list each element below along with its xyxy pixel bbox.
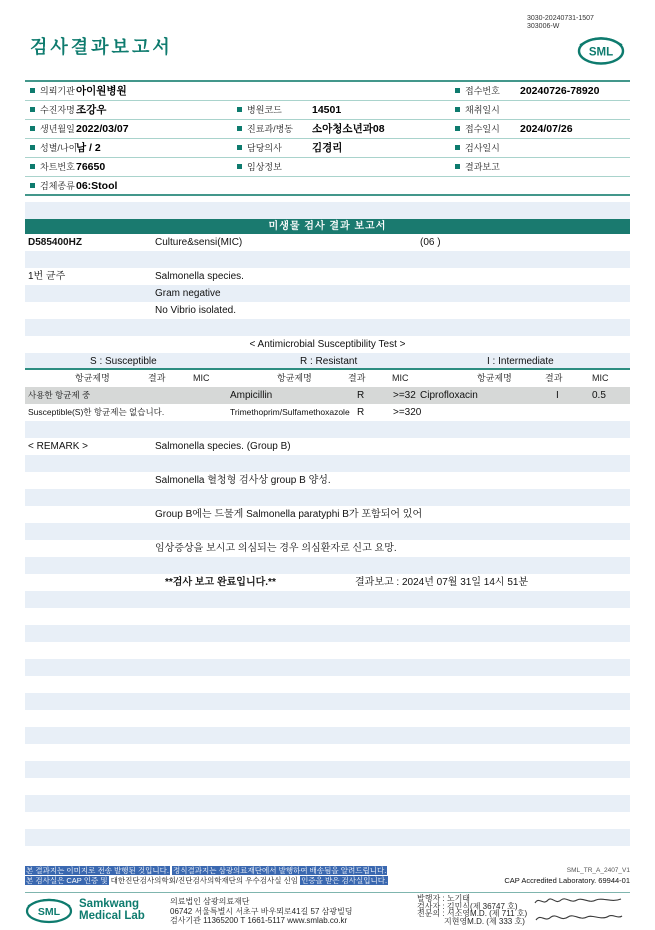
disclaimer-line-2: [25, 876, 630, 886]
report-empty-row: [25, 846, 630, 863]
remark-line-row: [25, 506, 630, 523]
patient-info-row: [25, 82, 630, 101]
brand-line1: Samkwang: [79, 898, 140, 910]
test-name: Culture&sensi(MIC): [155, 237, 243, 248]
vibrio-row: [25, 302, 630, 319]
test-header-row: [25, 234, 630, 251]
patient-info-row: [25, 101, 630, 120]
patient-info-row: [25, 158, 630, 177]
brand-name: [79, 898, 145, 922]
disclaimer-segment: 본 결과지는 이미지로 전송 발행된 것입니다.: [26, 866, 169, 875]
report-empty-row: [25, 608, 630, 625]
stripe-row: [25, 202, 630, 219]
report-empty-row: [25, 455, 630, 472]
antibiotic-name: Ampicillin: [230, 390, 273, 401]
report-empty-row: [25, 557, 630, 574]
field-value: 아이원병원: [76, 85, 127, 97]
report-empty-row: [25, 778, 630, 795]
field-label: 채취일시: [455, 101, 500, 120]
remark-row: [25, 438, 630, 455]
field-label: 임상정보: [237, 158, 282, 177]
field-label: 접수일시: [455, 120, 500, 139]
report-rows: [25, 234, 630, 863]
remark-line-row: [25, 540, 630, 557]
report-empty-row: [25, 676, 630, 693]
report-empty-row: [25, 659, 630, 676]
report-empty-row: [25, 727, 630, 744]
remark-line: Group B에는 드물게 Salmonella paratyphi B가 포함되어 있어: [155, 509, 423, 520]
footer: [25, 892, 630, 924]
field-label: 의뢰기관: [30, 82, 75, 101]
field-value: 조강우: [76, 104, 107, 116]
antibiotic-mic: 0.5: [592, 390, 606, 401]
field-label: 생년월일: [30, 120, 75, 139]
page-title: 검사결과보고서: [30, 37, 173, 57]
field-value: 남 / 2: [76, 142, 101, 154]
ast-title: < Antimicrobial Susceptibility Test >: [249, 339, 406, 350]
field-value: 06:Stool: [76, 180, 118, 192]
col-mic-header: MIC: [193, 373, 210, 383]
ast-title-row: [25, 336, 630, 353]
patient-info-row: [25, 139, 630, 158]
organism-name: Salmonella species.: [155, 271, 244, 282]
legend-susceptible: S : Susceptible: [90, 356, 157, 367]
remark-label: < REMARK >: [28, 441, 89, 452]
report-empty-row: [25, 489, 630, 506]
antibiotic-result: I: [556, 390, 559, 401]
col-mic-header: MIC: [392, 373, 409, 383]
document-code-line1: 3030-20240731-1507: [527, 15, 594, 22]
field-value: 2022/03/07: [76, 123, 129, 135]
field-value: 20240726-78920: [520, 85, 600, 97]
report-empty-row: [25, 251, 630, 268]
issuer-name: 발행자 : 노기태: [417, 894, 471, 903]
report-empty-row: [25, 710, 630, 727]
antibiotic-result: R: [357, 390, 365, 401]
report-empty-row: [25, 744, 630, 761]
field-label: 검체종류: [30, 177, 75, 196]
field-label: 결과보고: [455, 158, 500, 177]
report-empty-row: [25, 693, 630, 710]
signature-icon: [533, 894, 625, 907]
col-mic-header: MIC: [592, 373, 609, 383]
test-code: D585400HZ: [28, 237, 82, 248]
doc-version: SML_TR_A_2407_V1: [566, 867, 630, 874]
report-empty-row: [25, 812, 630, 829]
field-label: 수진자명: [30, 101, 75, 120]
disclaimer-segment: 대한진단검사의학회/진단검사의학재단의 우수검사실 신임: [108, 876, 301, 885]
ast-legend-row: [25, 353, 630, 370]
antibiotic-name: Ciprofloxacin: [420, 390, 478, 401]
lab-address-block: [170, 897, 353, 926]
sml-footer-logo-text: SML: [37, 906, 61, 918]
staff-block: [417, 895, 527, 925]
specialist-name-2: 지현영M.D. (제 333 호): [444, 916, 525, 926]
test-suffix: (06 ): [420, 237, 441, 248]
disclaimer-segment: 인증을 받은 검사실입니다.: [301, 876, 388, 885]
gram-row: [25, 285, 630, 302]
disclaimer-segment: 본 검사실은 CAP 인증 및: [26, 876, 108, 885]
section-banner: 미생물 검사 결과 보고서: [25, 219, 630, 234]
document-code-line2: 303006-W: [527, 23, 560, 30]
field-label: 접수번호: [455, 82, 500, 101]
remark-line: 임상증상을 보시고 의심되는 경우 의심환자로 신고 요망.: [155, 543, 397, 554]
report-empty-row: [25, 319, 630, 336]
report-empty-row: [25, 523, 630, 540]
field-value: 김경리: [312, 142, 343, 154]
lab-contact: 검사기관 11365200 T 1661-5117 www.smlab.co.kr: [170, 916, 348, 925]
field-value: 76650: [76, 161, 106, 173]
sml-logo-icon: [577, 34, 625, 66]
antibiotic-result: R: [357, 407, 365, 418]
sml-footer-logo: [25, 896, 73, 929]
report-empty-row: [25, 591, 630, 608]
field-label: 검사일시: [455, 139, 500, 158]
remark-value: Salmonella species. (Group B): [155, 441, 291, 452]
field-label: 진료과/병동: [237, 120, 293, 139]
col-name-header: 항균제명: [277, 373, 312, 383]
col-name-header: 항균제명: [75, 373, 110, 383]
sml-footer-logo-icon: [25, 896, 73, 924]
col-result-header: 결과: [348, 373, 366, 383]
field-label: 성별/나이: [30, 139, 77, 158]
patient-info-row: [25, 120, 630, 139]
signature-icon: [533, 912, 625, 925]
ast-data-row: [25, 387, 630, 404]
vibrio-result: No Vibrio isolated.: [155, 305, 236, 316]
ast-data-row: [25, 404, 630, 421]
col-result-header: 결과: [148, 373, 166, 383]
report-complete-text: **검사 보고 완료입니다.**: [165, 577, 276, 588]
report-empty-row: [25, 421, 630, 438]
legend-intermediate: I : Intermediate: [487, 356, 554, 367]
document-code: [527, 15, 594, 31]
report-empty-row: [25, 642, 630, 659]
field-value: 14501: [312, 104, 342, 116]
strain-row: [25, 268, 630, 285]
report-complete-row: [25, 574, 630, 591]
remark-line-row: [25, 472, 630, 489]
patient-info-row: [25, 177, 630, 196]
lab-org-name: 의료법인 삼광의료재단: [170, 897, 250, 906]
report-empty-row: [25, 761, 630, 778]
remark-line: Salmonella 혈청형 검사상 group B 양성.: [155, 475, 331, 486]
strain-label: 1번 균주: [28, 271, 66, 282]
antibiotic-mic: >=320: [393, 407, 422, 418]
lab-address: 06742 서울특별시 서초구 바우뫼로41길 57 삼광빌딩: [170, 906, 353, 916]
examiner-name: 검사자 : 김민식(제 36747 호): [417, 901, 518, 911]
sml-logo-text: SML: [588, 46, 614, 59]
gram-result: Gram negative: [155, 288, 221, 299]
specialist-name-1: 전문의 : 서소영M.D. (제 711 호): [417, 909, 528, 919]
field-label: 담당의사: [237, 139, 282, 158]
antibiotic-mic: >=32: [393, 390, 416, 401]
result-datetime: 결과보고 : 2024년 07월 31일 14시 51분: [355, 577, 529, 588]
report-empty-row: [25, 795, 630, 812]
field-value: 소아청소년과08: [312, 123, 385, 135]
ast-note: Susceptible(S)한 항균제는 없습니다.: [28, 407, 165, 417]
cap-accreditation-text: CAP Accredited Laboratory. 69944-01: [504, 876, 630, 885]
disclaimer-block: [25, 866, 630, 886]
ast-note: 사용한 항균제 중: [28, 390, 91, 400]
ast-column-header-row: [25, 370, 630, 387]
micro-report: [25, 202, 630, 863]
sml-logo: [577, 34, 625, 71]
brand-line2: Medical Lab: [79, 910, 145, 922]
antibiotic-name: Trimethoprim/Sulfamethoxazole: [230, 407, 350, 417]
field-value: 2024/07/26: [520, 123, 573, 135]
legend-resistant: R : Resistant: [300, 356, 358, 367]
report-empty-row: [25, 625, 630, 642]
col-result-header: 결과: [545, 373, 563, 383]
field-label: 차트번호: [30, 158, 75, 177]
report-empty-row: [25, 829, 630, 846]
disclaimer-line-1: [25, 866, 630, 876]
field-label: 병원코드: [237, 101, 282, 120]
patient-info-table: [25, 80, 630, 196]
col-name-header: 항균제명: [477, 373, 512, 383]
disclaimer-segment: 정식결과지는 삼광의료재단에서 발행하여 배송됨을 알려드립니다.: [173, 866, 387, 875]
